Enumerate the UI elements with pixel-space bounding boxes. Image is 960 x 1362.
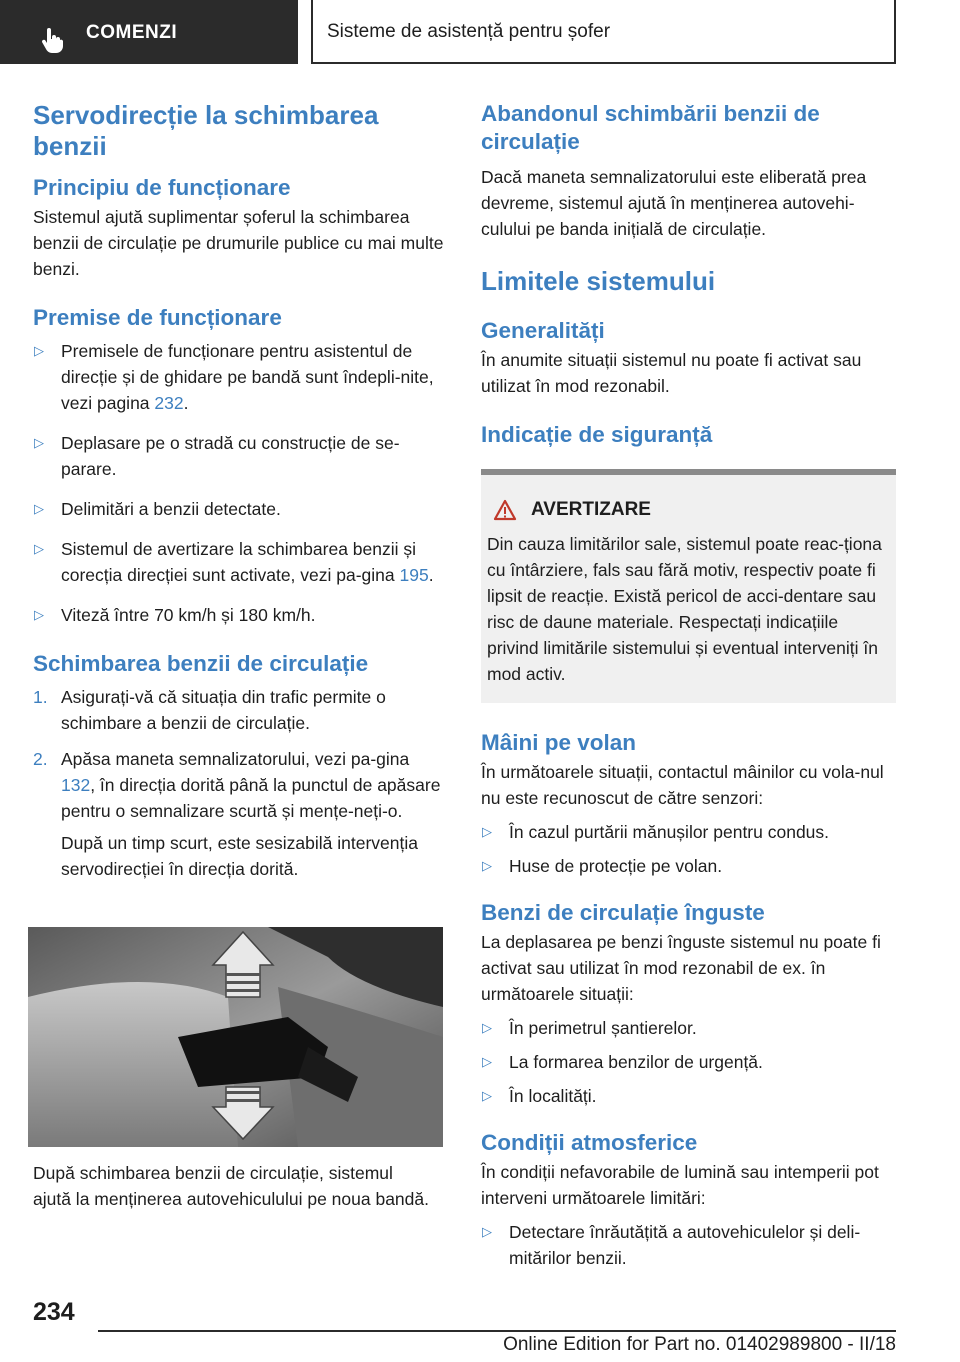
warning-text: Din cauza limitărilor sale, sistemul poate reac-ționa cu întârziere, fals sau fără motiv, respectiv poate fi lipsit de reacție. Există pericol de acci-dentare sau risc de daune materiale. Respectați indicațiile privind limitările sistemului și eventual interveniți în mod activ.	[487, 534, 882, 684]
chapter-label: Sisteme de asistență pentru șofer	[327, 21, 611, 42]
list-item: ▷ În cazul purtării mănușilor pentru condus.	[481, 819, 896, 845]
edition-text: Online Edition for Part no. 01402989800 - II/18	[503, 1334, 896, 1355]
list-item: ▷ În localități.	[481, 1083, 896, 1109]
warning-title-row	[487, 497, 886, 523]
weather-text: În condiții nefavorabile de lumină sau intemperii pot interveni următoarele limitări:	[481, 1162, 879, 1208]
hand-pointer-icon	[38, 26, 66, 54]
narrow-text: La deplasarea pe benzi înguste sistemul nu poate fi activat sau utilizat în mod rezonabil de ex. în următoarele situații:	[481, 932, 881, 1004]
triangle-bullet-icon: ▷	[482, 824, 492, 839]
principle-heading: Principiu de funcționare	[33, 175, 291, 200]
chapter-tab	[311, 0, 896, 64]
triangle-bullet-icon: ▷	[34, 343, 44, 358]
page-number: 234	[33, 1298, 75, 1326]
weather-list	[481, 1219, 896, 1271]
after-photo-text: După schimbarea benzii de circulație, sistemul ajută la menținerea autovehiculului pe noua bandă.	[33, 1163, 429, 1209]
list-item: ▷ Delimitări a benzii detectate.	[33, 496, 448, 522]
triangle-bullet-icon: ▷	[482, 1020, 492, 1035]
premises-heading: Premise de funcționare	[33, 305, 282, 330]
warning-triangle-icon	[493, 499, 517, 521]
narrow-heading: Benzi de circulație înguste	[481, 900, 765, 925]
list-item: ▷ La formarea benzilor de urgență.	[481, 1049, 896, 1075]
triangle-bullet-icon: ▷	[482, 1224, 492, 1239]
hands-text: În următoarele situații, contactul mâinilor cu vola-nul nu este recunoscut de către senzori:	[481, 762, 884, 808]
footer-divider	[98, 1330, 896, 1332]
page-title: Servodirecție la schimbarea benzii	[33, 100, 379, 161]
triangle-bullet-icon: ▷	[34, 541, 44, 556]
triangle-bullet-icon: ▷	[34, 435, 44, 450]
abort-text: Dacă maneta semnalizatorului este eliberată prea devreme, sistemul ajută în menținerea autovehi-culului pe banda inițială de circulație.	[481, 167, 867, 239]
list-item: ▷ În perimetrul șantierelor.	[481, 1015, 896, 1041]
page-link[interactable]: 132	[61, 775, 91, 795]
page-link[interactable]: 195	[399, 565, 429, 585]
narrow-list	[481, 1015, 896, 1109]
change-heading: Schimbarea benzii de circulație	[33, 651, 369, 676]
section-tab	[0, 0, 298, 64]
triangle-bullet-icon: ▷	[482, 1088, 492, 1103]
general-heading: Generalități	[481, 318, 605, 343]
section-label: COMENZI	[86, 22, 178, 43]
list-item: 1. Asigurați-vă că situația din trafic permite o schimbare a benzii de circulație.	[33, 687, 386, 733]
list-item: ▷ Premisele de funcționare pentru asistentul de direcție și de ghidare pe bandă sunt îndepli-nite, vezi pagina 232.	[33, 338, 448, 416]
warning-title: AVERTIZARE	[531, 499, 651, 520]
page-header	[0, 0, 960, 66]
triangle-bullet-icon: ▷	[482, 858, 492, 873]
triangle-bullet-icon: ▷	[482, 1054, 492, 1069]
premises-list	[33, 338, 448, 628]
page-link[interactable]: 232	[154, 393, 184, 413]
list-item: 2. Apăsa maneta semnalizatorului, vezi pa-gina 132, în direcția dorită până la punctul de apăsare pentru o semnalizare scurtă și mențe-neți-o.	[33, 749, 441, 821]
triangle-bullet-icon: ▷	[34, 501, 44, 516]
steps-list	[33, 684, 448, 824]
limits-heading: Limitele sistemului	[481, 266, 716, 296]
hands-list	[481, 819, 896, 879]
list-item: ▷ Deplasare pe o stradă cu construcție de se-parare.	[33, 430, 448, 482]
abort-heading: Abandonul schimbării benzii de circulație	[481, 101, 820, 154]
list-item: ▷ Detectare înrăutățită a autovehiculelor și deli-mitărilor benzii.	[481, 1219, 896, 1271]
weather-heading: Condiții atmosferice	[481, 1130, 698, 1155]
principle-text: Sistemul ajută suplimentar șoferul la schimbarea benzii de circulație pe drumurile publice cu mai multe benzi.	[33, 207, 444, 279]
warning-box	[481, 469, 896, 703]
safety-heading: Indicație de siguranță	[481, 422, 713, 447]
left-column	[33, 100, 448, 882]
right-column	[481, 100, 896, 1271]
general-text: În anumite situații sistemul nu poate fi activat sau utilizat în mod rezonabil.	[481, 350, 862, 396]
step-note: După un timp scurt, este sesizabilă intervenția servodirecției în direcția dorită.	[61, 833, 418, 879]
list-item: ▷ Sistemul de avertizare la schimbarea benzii și corecția direcției sunt activate, vezi pa-gina 195.	[33, 536, 448, 588]
turn-signal-lever-illustration	[28, 927, 443, 1147]
list-item: ▷ Viteză între 70 km/h și 180 km/h.	[33, 602, 448, 628]
turn-signal-photo	[28, 927, 443, 1147]
hands-heading: Mâini pe volan	[481, 730, 637, 755]
list-item: ▷ Huse de protecție pe volan.	[481, 853, 896, 879]
triangle-bullet-icon: ▷	[34, 607, 44, 622]
